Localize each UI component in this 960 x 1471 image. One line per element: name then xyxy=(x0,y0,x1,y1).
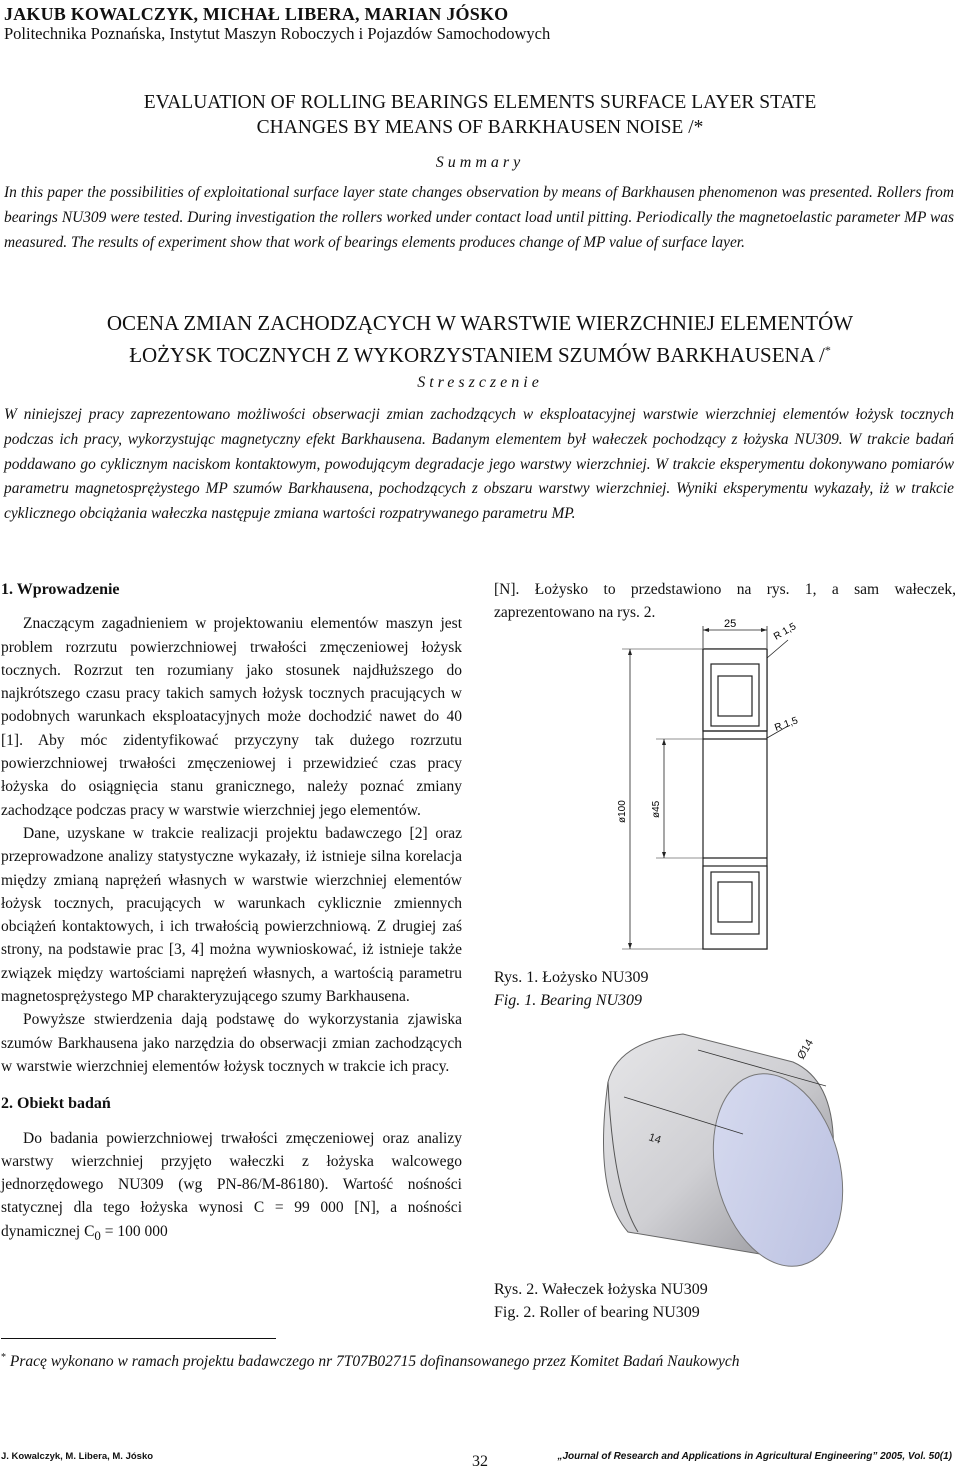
dim-diameter-label: Ø14 xyxy=(795,1037,816,1062)
dim-diameter-100-label: ø100 xyxy=(617,800,628,823)
title-polish-footnote-mark: * xyxy=(824,343,831,357)
section-2-paragraph-1 xyxy=(1,1127,462,1248)
title-polish xyxy=(0,310,960,369)
bearing-top-section xyxy=(703,649,767,731)
left-column xyxy=(1,578,462,1247)
dim-radius-mid-label: R 1,5 xyxy=(773,715,800,734)
figure-2-roller-render xyxy=(588,1022,858,1274)
dim-radius-top-label: R 1,5 xyxy=(772,621,799,643)
bearing-bottom-section xyxy=(703,866,767,949)
footer-authors: J. Kowalczyk, M. Libera, M. Jósko xyxy=(1,1451,154,1462)
section-2-heading: 2. Obiekt badań xyxy=(1,1095,111,1113)
figure-2-caption xyxy=(494,1278,708,1324)
title-polish-line-2-text: ŁOŻYSK TOCZNYCH Z WYKORZYSTANIEM SZUMÓW BARKHAUSENA / xyxy=(129,343,825,367)
page-number: 32 xyxy=(472,1453,488,1470)
title-polish-line-1: OCENA ZMIAN ZACHODZĄCYCH W WARSTWIE WIERZCHNIEJ ELEMENTÓW xyxy=(106,311,854,335)
figure-1-caption-pl: Rys. 1. Łożysko NU309 xyxy=(494,969,649,986)
title-english-line-1: EVALUATION OF ROLLING BEARINGS ELEMENTS SURFACE LAYER STATE xyxy=(143,92,817,113)
right-column-text: [N]. Łożysko to przedstawiono na rys. 1, a sam wałeczek, zaprezentowano na rys. 2. xyxy=(494,581,956,622)
dim-width-label: 25 xyxy=(724,618,737,630)
section-2-text-b: = 100 000 xyxy=(100,1222,168,1240)
authors: JAKUB KOWALCZYK, MICHAŁ LIBERA, MARIAN JÓSKO xyxy=(4,4,509,24)
summary-heading: Summary xyxy=(435,154,525,171)
section-1-heading: 1. Wprowadzenie xyxy=(1,581,120,598)
title-english-line-2: CHANGES BY MEANS OF BARKHAUSEN NOISE /* xyxy=(256,117,704,138)
streszczenie-heading: Streszczenie xyxy=(417,374,543,391)
figure-2-caption-en: Fig. 2. Roller of bearing NU309 xyxy=(494,1304,700,1321)
abstract-english: In this paper the possibilities of exploitational surface layer state changes observation by means of Barkhausen phenomenon was presented. Rollers from bearings NU309 were tested. During investigation the rollers worked under contact load until pitting. Periodically the magnetoelastic parameter MP was measured. The results of experiment show that work of bearings elements produces change of MP value of surface layer. xyxy=(4,184,954,251)
footnote-separator xyxy=(1,1338,276,1339)
affiliation: Politechnika Poznańska, Instytut Maszyn Roboczych i Pojazdów Samochodowych xyxy=(4,24,551,43)
dim-length-label: 14 xyxy=(647,1131,663,1147)
figure-1-caption-en: Fig. 1. Bearing NU309 xyxy=(494,992,642,1009)
abstract-polish: W niniejszej pracy zaprezentowano możliwości obserwacji zmian zachodzących w eksploatacyjnej warstwie wierzchniej elementów łożysk tocznych podczas ich pracy, wykorzystując magnetyczny efekt Barkhausena. Badanym elementem był wałeczek pochodzący z łożyska NU309. W trakcie badań poddawano go cyklicznym naciskom kontaktowym, powodującym degradacje jego warstwy wierzchniej. W trakcie eksperymentu dokonywano pomiarów parametru magnetosprężystego MP szumów Barkhausena, pochodzących z obszaru warstwy wierzchniej. Wyniki eksperymentu wykazały, iż w trakcie cyklicznego obciążania wałeczka następuje zmiana wartości rozpatrywanego parametru MP. xyxy=(4,406,954,523)
footnote xyxy=(1,1352,739,1371)
dim-diameter-45-label: ø45 xyxy=(651,800,662,818)
footnote-text: Pracę wykonano w ramach projektu badawczego nr 7T07B02715 dofinansowanego przez Komitet Badań Naukowych xyxy=(6,1353,740,1371)
section-2-text-a: Do badania powierzchniowej trwałości zmęczeniowej oraz analizy warstwy wierzchniej przyjęto wałeczki z łożyska walcowego jednorzędowego NU309 (wg PN-86/M-86180). Wartość nośności statycznej dla tego łożyska wynosi C = 99 000 [N], a nośności dynamicznej C xyxy=(1,1129,462,1240)
title-english xyxy=(0,90,960,140)
footnote-mark: * xyxy=(1,1352,6,1363)
section-2-subscript: 0 xyxy=(94,1227,101,1243)
section-1-paragraph-3: Powyższe stwierdzenia dają podstawę do wykorzystania zjawiska szumów Barkhausena jako narzędzia do obserwacji zmian zachodzących w warstwie wierzchniej elementów łożysk tocznych w trakcie ich pracy. xyxy=(1,1011,462,1075)
title-polish-line-2 xyxy=(0,337,960,369)
footer-journal: „Journal of Research and Applications in Agricultural Engineering” 2005, Vol. 50(1) xyxy=(557,1451,952,1462)
figure-1-caption xyxy=(494,966,648,1012)
section-1-paragraph-1: Znaczącym zagadnieniem w projektowaniu elementów maszyn jest problem rozrzutu powierzchniowej trwałości zmęczeniowej łożysk tocznych. Rozrzut ten rozumiany jako stosunek najdłuższego do najkrótszego czasu pracy takich samych łożysk tocznych pracujących w podobnych warunkach eksploatacyjnych może dochodzić nawet do 40 [1]. Aby móc zidentyfikować przyczyny tak dużego rozrzutu powierzchniowej trwałości zmęczeniowej i przewidzieć czas pracy łożyska do osiągnięcia stanu granicznego, należy poznać zmiany zachodzące podczas pracy w warstwie wierzchniej jego elementów. xyxy=(1,615,462,819)
figure-2-caption-pl: Rys. 2. Wałeczek łożyska NU309 xyxy=(494,1281,708,1298)
figure-1-bearing-drawing xyxy=(610,618,850,960)
section-1-paragraph-2: Dane, uzyskane w trakcie realizacji projektu badawczego [2] oraz przeprowadzone analizy statystyczne wykazały, iż istnieje silna korelacja między zmianą naprężeń własnych w warstwie wierzchniej elementów łożysk tocznych, pracujących w warunkach cyklicznie zmiennych obciążeń kontaktowych, i ich trwałością powierzchniową. Z drugiej zaś strony, na podstawie prac [3, 4] można wywnioskować, iż istnieje także związek między wartościami naprężeń własnych, a wartością parametru magnetosprężystego MP charakteryzującego szumy Barkhausena. xyxy=(1,824,462,1006)
